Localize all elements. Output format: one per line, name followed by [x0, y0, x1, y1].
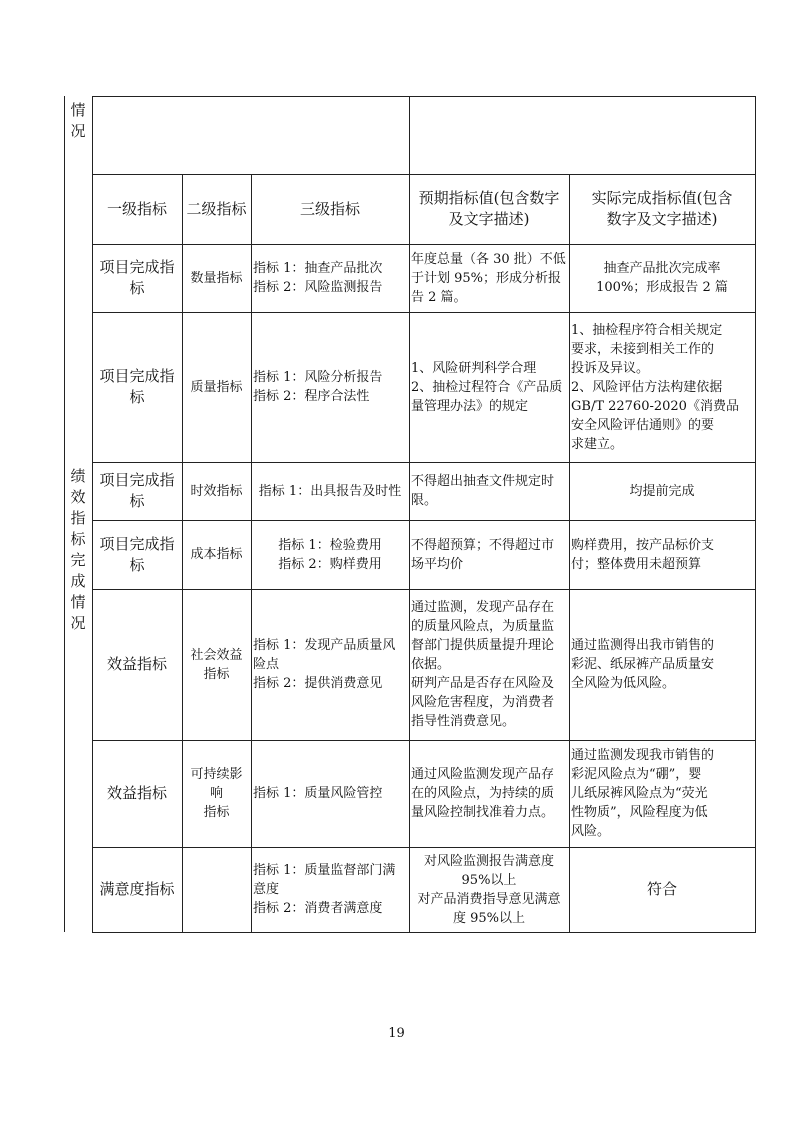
- row-level1: 效益指标: [106, 655, 167, 673]
- row-level2: 质量指标: [190, 379, 243, 395]
- page-number: 19: [388, 1026, 405, 1041]
- indicator-table: [64, 96, 756, 932]
- row-level2: 可持续影 响 指标: [190, 767, 243, 820]
- row-level1: 项目完成指 标: [99, 471, 175, 510]
- row-level2: 数量指标: [190, 270, 243, 286]
- situation-label: 情 况: [70, 101, 86, 140]
- row-expected: 不得超出抽查文件规定时 限。: [411, 474, 555, 508]
- row-level3: 指标 1：抽查产品批次 指标 2：风险监测报告: [253, 261, 383, 295]
- row-actual: 1、抽检程序符合相关规定 要求，未接到相关工作的 投诉及异议。 2、风险评估方法构建依据 GB/T 22760-2020《消费品 安全风险评估通则》的要 求建立。: [571, 322, 739, 452]
- row-level3: 指标 1：风险分析报告 指标 2：程序合法性: [253, 370, 383, 404]
- header-level2: 二级指标: [186, 199, 247, 218]
- row-level3: 指标 1：发现产品质量风 险点 指标 2：提供消费意见: [253, 638, 396, 691]
- row-expected: 对风险监测报告满意度 95%以上 对产品消费指导意见满意 度 95%以上: [417, 853, 561, 926]
- row-actual: 均提前完成: [629, 483, 695, 499]
- section-label-performance: 绩 效 指 标 完 成 情 况: [70, 467, 86, 632]
- row-level1: 项目完成指 标: [99, 534, 175, 574]
- row-level2: [182, 847, 251, 932]
- row-actual: 符合: [646, 880, 677, 898]
- row-level1: 项目完成指 标: [99, 258, 175, 297]
- row-level3: 指标 1：检验费用 指标 2：购样费用: [278, 537, 382, 572]
- row-level2: 成本指标: [190, 547, 243, 562]
- row-expected: 通过监测，发现产品存在 的质量风险点，为质量监 督部门提供质量提升理论 依据。 研判产品是否存在风险及 风险危害程度，为消费者 指导性消费意见。: [411, 600, 555, 729]
- row-actual: 抽查产品批次完成率 100%；形成报告 2 篇: [596, 261, 728, 295]
- row-actual: 通过监测发现我市销售的 彩泥风险点为“硼”，婴 儿纸尿裤风险点为“荧光 性物质”，风险程度为低 风险。: [571, 748, 715, 839]
- row-level1: 满意度指标: [99, 880, 175, 898]
- row-level1: 效益指标: [106, 784, 167, 802]
- row-level2: 时效指标: [190, 483, 243, 499]
- header-level1: 一级指标: [106, 199, 167, 218]
- header-expected: 预期指标值(包含数字 及文字描述): [418, 189, 560, 228]
- row-level3: 指标 1：出具报告及时性: [258, 483, 402, 499]
- row-expected: 通过风险监测发现产品存 在的风险点，为持续的质 量风险控制找准着力点。: [411, 767, 555, 820]
- row-level1: 项目完成指 标: [99, 367, 175, 406]
- row-expected: 1、风险研判科学合理 2、抽检过程符合《产品质 量管理办法》的规定: [411, 360, 563, 414]
- header-actual: 实际完成指标值(包含 数字及文字描述): [591, 189, 733, 228]
- row-level2: 社会效益 指标: [190, 647, 243, 682]
- row-actual: 通过监测得出我市销售的 彩泥、纸尿裤产品质量安 全风险为低风险。: [571, 638, 715, 691]
- row-level3: 指标 1：质量风险管控: [253, 786, 383, 801]
- row-level3: 指标 1：质量监督部门满 意度 指标 2：消费者满意度: [253, 863, 396, 916]
- row-expected: 年度总量（各 30 批）不低 于计划 95%；形成分析报 告 2 篇。: [411, 251, 566, 305]
- row-actual: 购样费用，按产品标价支 付；整体费用未超预算: [571, 537, 715, 572]
- row-expected: 不得超预算；不得超过市 场平均价: [411, 537, 555, 572]
- header-level3: 三级指标: [299, 199, 360, 218]
